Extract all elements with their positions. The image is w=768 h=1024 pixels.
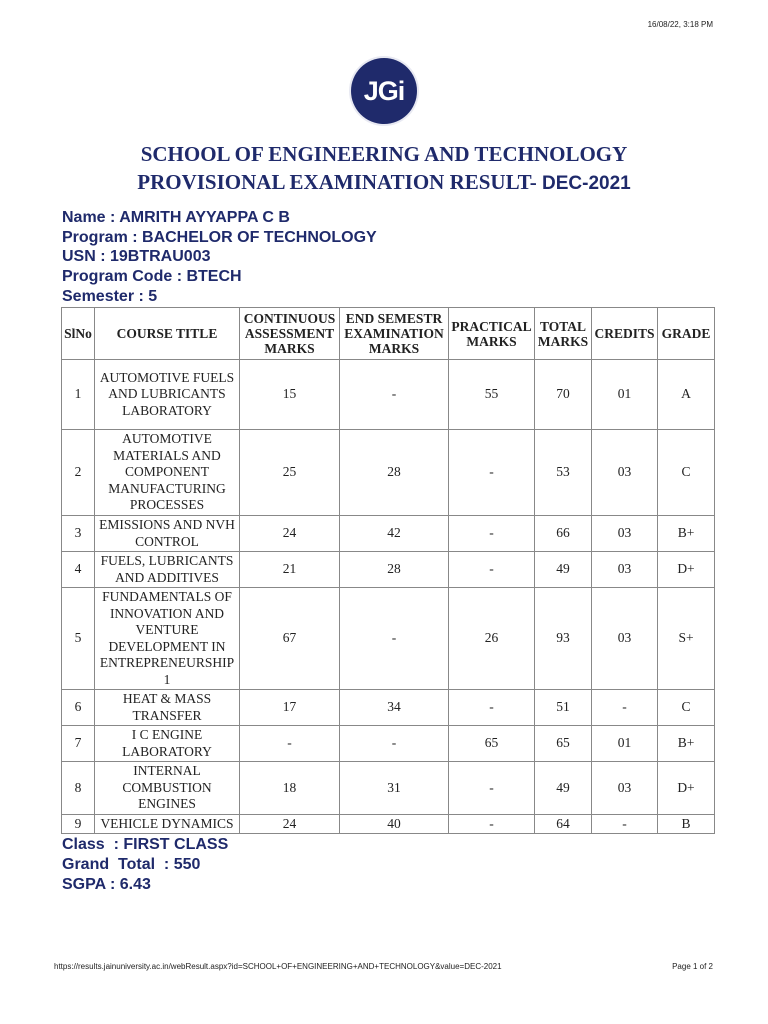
cell-ese-marks: -	[340, 360, 449, 430]
exam-session: DEC-2021	[542, 173, 631, 194]
table-row	[62, 360, 715, 430]
result-title-text: PROVISIONAL EXAMINATION RESULT-	[137, 170, 537, 194]
table-header-row	[62, 308, 715, 360]
cell-total-marks: 51	[535, 690, 592, 726]
cell-course-title: AUTOMOTIVE FUELS AND LUBRICANTS LABORATORY	[95, 360, 240, 430]
header-slno: SlNo	[62, 308, 95, 360]
result-summary	[62, 835, 228, 895]
cell-ca-marks: 21	[240, 552, 340, 588]
cell-credits: 03	[592, 588, 658, 690]
student-info	[62, 208, 377, 307]
cell-ese-marks: -	[340, 588, 449, 690]
school-title: SCHOOL OF ENGINEERING AND TECHNOLOGY	[140, 142, 628, 166]
cell-grade: B	[658, 815, 715, 834]
result-class: Class : FIRST CLASS	[62, 836, 229, 853]
cell-grade: D+	[658, 762, 715, 815]
cell-practical-marks: 55	[449, 360, 535, 430]
cell-grade: A	[658, 360, 715, 430]
header-course-title: COURSE TITLE	[95, 308, 240, 360]
cell-credits: -	[592, 690, 658, 726]
cell-ca-marks: 25	[240, 430, 340, 516]
logo-text: JGi	[363, 75, 405, 106]
cell-course-title: VEHICLE DYNAMICS	[95, 815, 240, 834]
cell-total-marks: 49	[535, 552, 592, 588]
page-number: Page 1 of 2	[672, 962, 713, 971]
cell-total-marks: 93	[535, 588, 592, 690]
results-table	[61, 307, 715, 834]
cell-total-marks: 49	[535, 762, 592, 815]
cell-ese-marks: -	[340, 726, 449, 762]
cell-slno: 8	[62, 762, 95, 815]
cell-practical-marks: -	[449, 430, 535, 516]
cell-course-title: INTERNAL COMBUSTION ENGINES	[95, 762, 240, 815]
cell-slno: 4	[62, 552, 95, 588]
cell-ca-marks: -	[240, 726, 340, 762]
header-grade: GRADE	[658, 308, 715, 360]
cell-credits: 03	[592, 762, 658, 815]
cell-course-title: HEAT & MASS TRANSFER	[95, 690, 240, 726]
cell-credits: 03	[592, 516, 658, 552]
cell-slno: 3	[62, 516, 95, 552]
cell-course-title: I C ENGINE LABORATORY	[95, 726, 240, 762]
table-row	[62, 516, 715, 552]
cell-ese-marks: 28	[340, 552, 449, 588]
cell-ese-marks: 42	[340, 516, 449, 552]
student-program-code: Program Code : BTECH	[62, 268, 242, 286]
cell-grade: S+	[658, 588, 715, 690]
cell-practical-marks: 65	[449, 726, 535, 762]
cell-course-title: FUNDAMENTALS OF INNOVATION AND VENTURE DEVELOPMENT IN ENTREPRENEURSHIP 1	[95, 588, 240, 690]
student-usn: USN : 19BTRAU003	[62, 248, 211, 266]
student-name: Name : AMRITH AYYAPPA C B	[62, 209, 290, 226]
page-heading	[0, 140, 768, 198]
university-logo	[351, 58, 417, 124]
cell-ca-marks: 67	[240, 588, 340, 690]
cell-slno: 5	[62, 588, 95, 690]
student-program: Program : BACHELOR OF TECHNOLOGY	[62, 228, 377, 246]
header-practical-marks: PRACTICAL MARKS	[449, 308, 535, 360]
cell-slno: 2	[62, 430, 95, 516]
cell-total-marks: 65	[535, 726, 592, 762]
cell-practical-marks: -	[449, 690, 535, 726]
grand-total: Grand Total : 550	[62, 856, 201, 873]
cell-slno: 1	[62, 360, 95, 430]
cell-ca-marks: 24	[240, 815, 340, 834]
header-credits: CREDITS	[592, 308, 658, 360]
cell-grade: C	[658, 430, 715, 516]
cell-course-title: EMISSIONS AND NVH CONTROL	[95, 516, 240, 552]
sgpa: SGPA : 6.43	[62, 876, 151, 893]
header-ca-marks: CONTINUOUS ASSESSMENT MARKS	[240, 308, 340, 360]
cell-total-marks: 70	[535, 360, 592, 430]
cell-grade: B+	[658, 516, 715, 552]
header-ese-marks: END SEMESTR EXAMINATION MARKS	[340, 308, 449, 360]
cell-practical-marks: -	[449, 762, 535, 815]
print-timestamp: 16/08/22, 3:18 PM	[647, 20, 713, 29]
header-total-marks: TOTAL MARKS	[535, 308, 592, 360]
table-row	[62, 815, 715, 834]
cell-total-marks: 53	[535, 430, 592, 516]
cell-credits: 01	[592, 360, 658, 430]
table-row	[62, 726, 715, 762]
cell-ese-marks: 28	[340, 430, 449, 516]
cell-grade: B+	[658, 726, 715, 762]
cell-grade: C	[658, 690, 715, 726]
cell-ca-marks: 24	[240, 516, 340, 552]
table-row	[62, 588, 715, 690]
cell-credits: -	[592, 815, 658, 834]
cell-ese-marks: 31	[340, 762, 449, 815]
cell-practical-marks: -	[449, 552, 535, 588]
cell-credits: 03	[592, 552, 658, 588]
table-row	[62, 552, 715, 588]
cell-practical-marks: 26	[449, 588, 535, 690]
result-title	[0, 168, 768, 198]
cell-ese-marks: 40	[340, 815, 449, 834]
cell-course-title: FUELS, LUBRICANTS AND ADDITIVES	[95, 552, 240, 588]
cell-practical-marks: -	[449, 815, 535, 834]
cell-practical-marks: -	[449, 516, 535, 552]
footer-url: https://results.jainuniversity.ac.in/webResult.aspx?id=SCHOOL+OF+ENGINEERING+AND+TECHNOLOGY&value=DEC-2021	[54, 962, 502, 971]
table-row	[62, 762, 715, 815]
cell-course-title: AUTOMOTIVE MATERIALS AND COMPONENT MANUFACTURING PROCESSES	[95, 430, 240, 516]
student-semester: Semester : 5	[62, 287, 158, 305]
cell-total-marks: 64	[535, 815, 592, 834]
table-row	[62, 430, 715, 516]
cell-ca-marks: 18	[240, 762, 340, 815]
cell-credits: 03	[592, 430, 658, 516]
cell-ese-marks: 34	[340, 690, 449, 726]
cell-ca-marks: 17	[240, 690, 340, 726]
cell-slno: 7	[62, 726, 95, 762]
cell-total-marks: 66	[535, 516, 592, 552]
cell-ca-marks: 15	[240, 360, 340, 430]
cell-grade: D+	[658, 552, 715, 588]
cell-slno: 9	[62, 815, 95, 834]
cell-slno: 6	[62, 690, 95, 726]
cell-credits: 01	[592, 726, 658, 762]
table-row	[62, 690, 715, 726]
